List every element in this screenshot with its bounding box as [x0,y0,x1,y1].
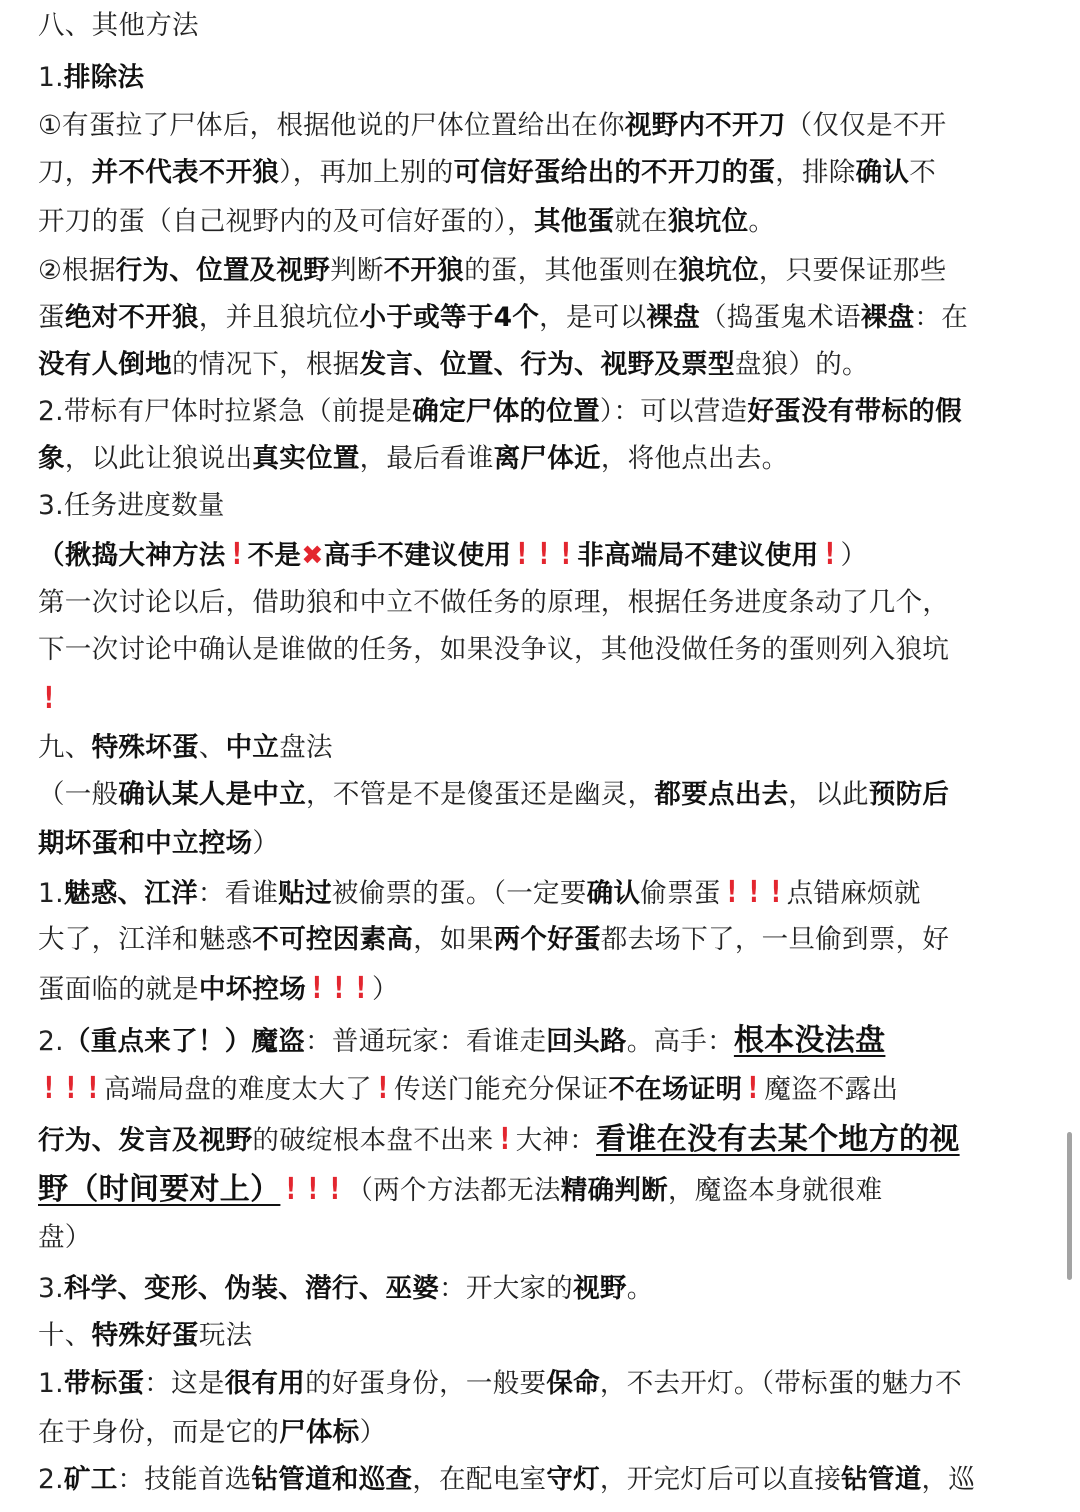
exclamation-icon: ! [65,1071,77,1106]
exclamation-icon: ! [87,1071,99,1106]
text-segment: 2. [38,1026,64,1057]
text-segment: 刀， [38,157,92,188]
text-segment: 3. [38,1273,64,1304]
text-line [38,775,949,815]
text-segment: 点错麻烦就 [786,878,921,909]
text-segment: 的蛋，其他蛋则在 [464,255,679,286]
text-segment: 九、 [38,732,92,763]
text-segment: 。 [626,1273,654,1304]
bold-text: 不开狼 [383,255,465,286]
text-segment: 、 [198,732,226,763]
exclamation-icon: ! [333,971,345,1006]
text-line [38,1269,654,1309]
text-segment: （捣蛋鬼术语 [699,302,861,333]
text-line [38,679,60,719]
bold-text: 非高端局不建议使用 [577,540,819,571]
exclamation-icon: ! [824,537,835,572]
text-segment: 。 [748,206,776,237]
text-segment: 偷票蛋 [640,878,721,909]
text-line [38,583,949,623]
text-line [38,873,921,913]
text-segment: ②根据 [38,255,116,286]
bold-text: 行为、发言及视野 [38,1125,253,1156]
text-segment: 第一次讨论以后，借助狼和中立不做任务的原理，根据任务进度条动了几个， [38,587,950,618]
text-segment: 判断 [330,255,384,286]
cross-mark-icon: ✖ [301,540,324,571]
text-segment: 的好蛋身份，一般要 [305,1368,547,1399]
text-segment: ，并且狼坑位 [198,302,360,333]
exclamation-icon: ! [770,875,781,910]
text-segment: 的破绽根本盘不出来 [252,1125,494,1156]
bold-text: 狼坑位 [678,255,759,286]
text-segment: 传送门能充分保证 [393,1074,609,1105]
text-segment: ，在配电室 [412,1464,547,1495]
bold-text: 绝对不开狼 [64,302,199,333]
bold-text: 带标蛋 [63,1368,145,1399]
text-segment: ：看谁 [197,878,279,909]
bold-text: 特殊坏蛋 [91,732,199,763]
text-line [38,1021,885,1061]
exclamation-icon: ! [561,537,572,572]
text-line [38,106,946,146]
bold-text: 高手不建议使用 [323,540,512,571]
bold-text: 狼坑位 [667,206,749,237]
text-line [38,1316,252,1356]
text-segment: 3.任务进度数量 [38,490,225,521]
text-line [38,345,869,385]
text-segment: 开刀的蛋（自己视野内的及可信好蛋的）， [38,206,534,237]
text-line [38,58,144,98]
exclamation-icon: ! [311,971,323,1006]
bold-text: 都要点出去 [654,779,789,810]
bold-text: 特殊好蛋 [91,1320,199,1351]
text-segment: 盘狼）的。 [734,349,869,380]
bold-text: 象 [38,443,65,474]
bold-text: 视野内不开刀 [624,110,786,141]
text-segment: 1. [38,878,64,909]
text-segment: 被偷票的蛋。（一定要 [331,878,587,909]
bold-text: 确认某人是中立 [118,779,307,810]
bold-text: 中立 [225,732,280,763]
bold-text: 保命 [546,1368,600,1399]
text-segment: 的情况下，根据 [172,349,360,380]
text-segment: ） [371,974,399,1005]
text-segment: 1. [38,1368,64,1399]
text-segment: 大神： [515,1125,596,1156]
emphasis-underlined-text: 根本没法盘 [733,1023,886,1058]
bold-text: 其他蛋 [533,206,615,237]
text-segment: （两个方法都无法 [346,1175,561,1206]
text-segment: （仅仅是不开 [785,110,947,141]
exclamation-icon: ! [355,971,367,1006]
bold-text: 不在场证明 [608,1074,743,1105]
text-line [38,202,775,242]
bold-text: 不可控因素高 [252,924,414,955]
text-line [38,6,199,46]
text-segment: ），再加上别的 [279,157,454,188]
text-line [38,1364,962,1404]
text-segment: ：普通玩家：看谁走 [305,1026,547,1057]
bold-text: 守灯 [546,1464,600,1495]
bold-text: 魅惑、江洋 [63,878,198,909]
text-segment: ，不去开灯。（带标蛋的魅力不 [599,1368,962,1399]
text-segment: 就在 [614,206,668,237]
text-segment: ，只要保证那些 [758,255,947,286]
text-segment: 。高手： [626,1026,734,1057]
bold-text: 并不代表不开狼 [91,157,280,188]
bold-text: 确认 [586,878,641,909]
bold-text: 视野 [573,1273,627,1304]
bold-text: （重点来了！）魔盗 [63,1026,306,1057]
bold-text: 尸体标 [279,1417,360,1448]
bold-text: （ [38,540,65,571]
exclamation-icon: ! [43,681,55,716]
bold-text: 行为、位置及视野 [115,255,331,286]
text-segment: ，是可以 [539,302,647,333]
text-segment: ，最后看谁 [359,443,494,474]
text-segment: 蛋 [38,302,65,333]
bold-text: 贴过 [278,878,332,909]
exclamation-icon: ! [517,537,528,572]
text-line [38,630,949,670]
bold-text: 发言、位置、行为、视野及票型 [359,349,735,380]
bold-text: 钻管道和巡查 [251,1464,413,1495]
text-line [38,1460,975,1500]
text-segment: ，开完灯后可以直接 [599,1464,842,1495]
scrollbar[interactable] [1067,1132,1072,1280]
bold-text: 精确判断 [560,1175,668,1206]
text-line [38,392,962,432]
text-segment: （一般 [38,779,119,810]
text-segment: ，以此让狼说出 [64,443,253,474]
text-segment: ，以此 [788,779,869,810]
text-segment: 玩法 [198,1320,253,1351]
text-line [38,1218,92,1258]
text-segment: 1. [38,62,64,93]
text-segment: ） [252,828,280,859]
text-segment: ） [359,1417,387,1448]
text-line [38,1413,386,1453]
text-segment: 盘法 [279,732,333,763]
text-segment: 2. [38,1464,64,1495]
text-segment: 蛋面临的就是 [38,974,199,1005]
bold-text: 裸盘 [860,302,915,333]
exclamation-icon: ! [43,1071,55,1106]
text-segment: 高端局盘的难度太大了 [103,1074,372,1105]
text-line [38,1170,882,1210]
text-segment: 2.带标有尸体时拉紧急（前提是 [38,396,413,427]
text-segment: ：在 [914,302,969,333]
text-segment: ，如果 [413,924,494,955]
text-segment: 魔盗不露出 [764,1074,899,1105]
text-segment: ） [840,540,868,571]
text-line [38,920,949,960]
text-line [38,439,788,479]
text-line [38,535,867,575]
emphasis-underlined-text: 看谁在没有去某个地方的视 [596,1122,960,1157]
text-line [38,298,968,338]
text-segment: 在于身份，而是它的 [38,1417,280,1448]
exclamation-icon: ! [726,875,737,910]
exclamation-icon: ! [499,1122,510,1157]
bold-text: 可信好蛋给出的不开刀的蛋 [453,157,776,188]
text-line [38,824,279,864]
bold-text: 钻管道 [841,1464,922,1495]
bold-text: 没有人倒地 [38,349,172,380]
text-segment: ：开大家的 [439,1273,574,1304]
text-line [38,1120,960,1160]
text-segment: 盘） [38,1222,92,1253]
bold-text: 好蛋没有带标的假 [747,396,962,427]
bold-text: 预防后 [868,779,950,810]
text-line [38,728,333,768]
text-segment: ：技能首选 [117,1464,252,1495]
bold-text: 科学、变形、伪装、潜行、巫婆 [63,1273,440,1304]
text-segment: 大了，江洋和魅惑 [38,924,253,955]
exclamation-icon: ! [231,537,242,572]
bold-text: 不是 [247,540,302,571]
exclamation-icon: ! [748,875,759,910]
text-line [38,251,947,291]
bold-text: 两个好蛋 [493,924,601,955]
text-line [38,486,225,526]
text-segment: 八、其他方法 [38,10,199,41]
bold-text: 中坏控场 [198,974,307,1005]
text-segment: ，不管是不是傻蛋还是幽灵， [306,779,655,810]
bold-text: 裸盘 [646,302,700,333]
bold-text: 真实位置 [252,443,360,474]
bold-text: 期坏蛋和中立控场 [38,828,253,859]
exclamation-icon: ! [748,1071,759,1106]
bold-text: 排除法 [63,62,145,93]
bold-text: 小于或等于4个 [359,302,540,333]
text-segment: ，排除 [775,157,856,188]
text-line [38,1069,898,1109]
bold-text: 确认 [855,157,910,188]
text-segment: ，魔盗本身就很难 [667,1175,883,1206]
text-segment: ，将他点出去。 [600,443,789,474]
text-segment: 下一次讨论中确认是谁做的任务，如果没争议，其他没做任务的蛋则列入狼坑 [38,634,950,665]
exclamation-icon: ! [308,1172,319,1207]
text-segment: ）：可以营造 [599,396,748,427]
exclamation-icon: ! [286,1172,297,1207]
bold-text: 很有用 [224,1368,306,1399]
text-segment: 不 [909,157,937,188]
text-segment: ：这是 [144,1368,225,1399]
exclamation-icon: ! [377,1071,389,1106]
bold-text: 揪捣大神方法 [64,540,226,571]
exclamation-icon: ! [330,1172,341,1207]
text-segment: 都去场下了，一旦偷到票，好 [600,924,950,955]
bold-text: 矿工 [63,1464,118,1495]
emphasis-underlined-text: 野（时间要对上） [38,1172,281,1207]
text-line [38,969,399,1009]
exclamation-icon: ! [539,537,550,572]
bold-text: 回头路 [546,1026,627,1057]
text-segment: 十、 [38,1320,92,1351]
text-segment: ①有蛋拉了尸体后，根据他说的尸体位置给出在你 [38,110,625,141]
bold-text: 确定尸体的位置 [412,396,600,427]
bold-text: 离尸体近 [493,443,601,474]
text-line [38,153,936,193]
text-segment: ，巡 [921,1464,976,1495]
